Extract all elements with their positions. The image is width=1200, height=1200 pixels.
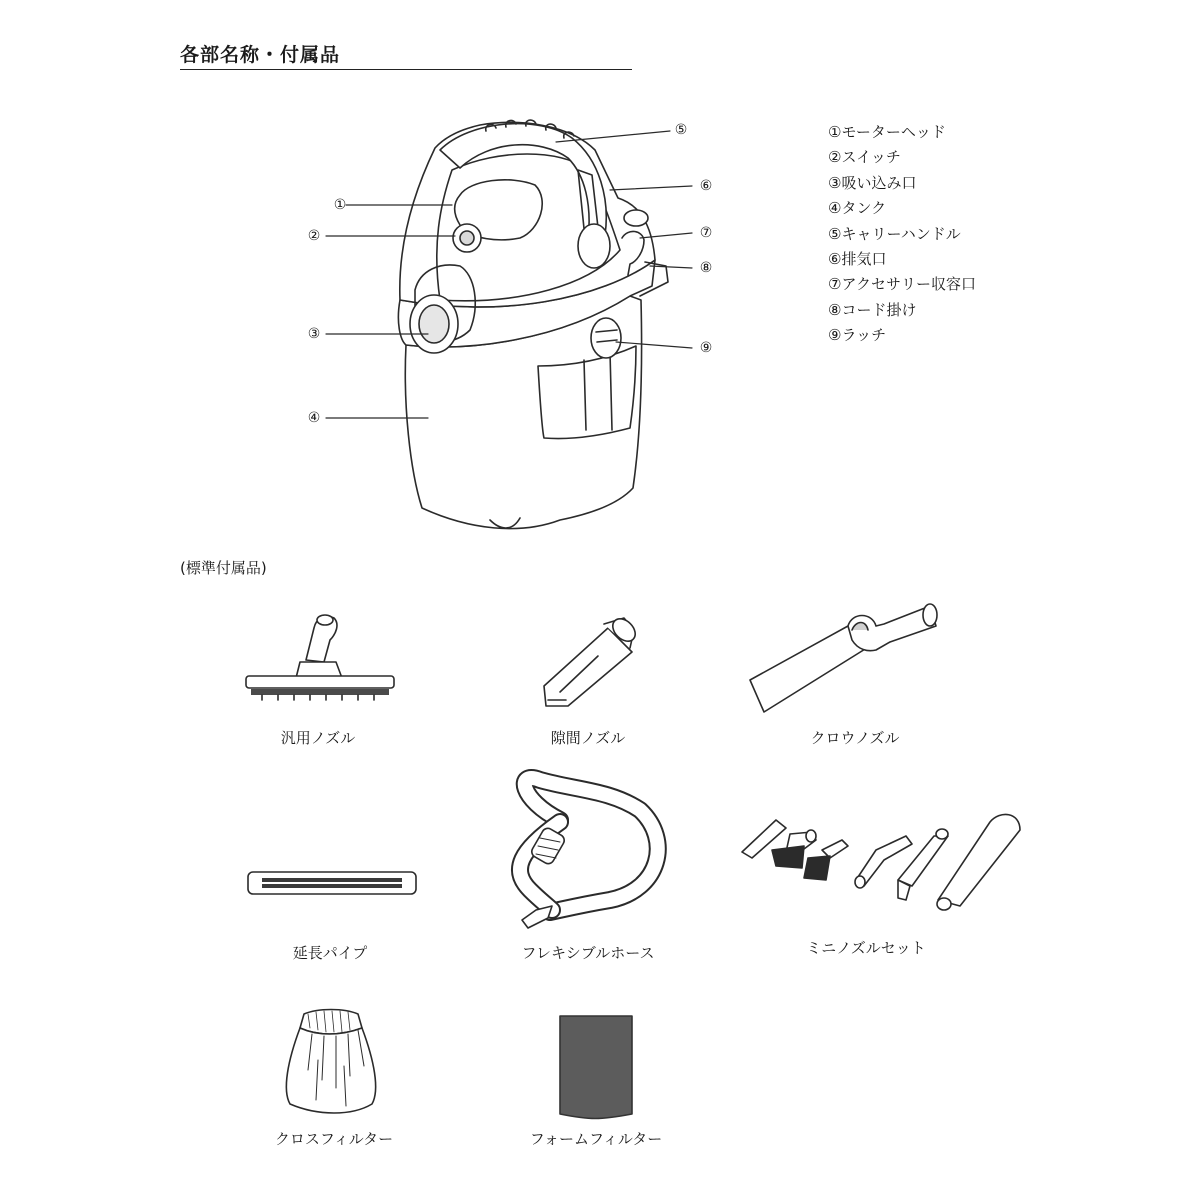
accessory-label-universal-nozzle: 汎用ノズル: [280, 729, 356, 747]
accessory-label-mini-nozzle-set: ミニノズルセット: [806, 939, 926, 957]
accessory-label-extension-pipe: 延長パイプ: [292, 944, 368, 962]
callout-1: ①: [333, 197, 347, 213]
crevice-nozzle-illustration: [544, 614, 640, 706]
parts-legend: [828, 120, 976, 349]
flexible-hose-illustration: [520, 778, 658, 928]
part-exhaust: ⑥排気口: [828, 249, 887, 268]
part-intake: ③吸い込み口: [828, 173, 917, 192]
standard-accessories-label: (標準付属品): [180, 559, 267, 577]
part-switch: ②スイッチ: [828, 148, 901, 167]
callout-6: ⑥: [699, 178, 713, 194]
callout-4: ④: [307, 410, 321, 426]
latch: [591, 318, 621, 358]
claw-nozzle-illustration: [750, 604, 937, 712]
callout-2: ②: [307, 228, 321, 244]
accessory-label-flexible-hose: フレキシブルホース: [521, 944, 655, 962]
mini-nozzle-set-illustration: [742, 814, 1020, 910]
callout-3: ③: [307, 326, 321, 342]
callout-9: ⑨: [699, 340, 713, 356]
callout-8: ⑧: [699, 260, 713, 276]
callout-5: ⑤: [674, 122, 688, 138]
vacuum-cleaner-illustration: [398, 120, 668, 529]
part-motor-head: ①モーターヘッド: [828, 123, 946, 141]
accessory-label-foam-filter: フォームフィルター: [529, 1130, 663, 1148]
callout-7: ⑦: [699, 225, 713, 241]
extension-pipe-illustration: [248, 872, 416, 894]
page-title: 各部名称・付属品: [180, 44, 341, 66]
accessory-label-cloth-filter: クロスフィルター: [274, 1130, 394, 1148]
part-cord-hook: ⑧コード掛け: [828, 300, 917, 319]
part-carry-handle: ⑤キャリーハンドル: [828, 224, 961, 243]
part-tank: ④タンク: [828, 199, 887, 218]
accessory-label-crevice-nozzle: 隙間ノズル: [550, 729, 626, 747]
universal-nozzle-illustration: [246, 615, 394, 700]
part-latch: ⑨ラッチ: [828, 326, 887, 345]
accessory-port: [624, 210, 648, 226]
part-accessory-port: ⑦アクセサリー収容口: [828, 275, 976, 294]
side-knob: [578, 224, 610, 268]
accessory-label-claw-nozzle: クロウノズル: [810, 729, 900, 747]
cloth-filter-illustration: [286, 1010, 375, 1114]
foam-filter-illustration: [560, 1016, 632, 1119]
